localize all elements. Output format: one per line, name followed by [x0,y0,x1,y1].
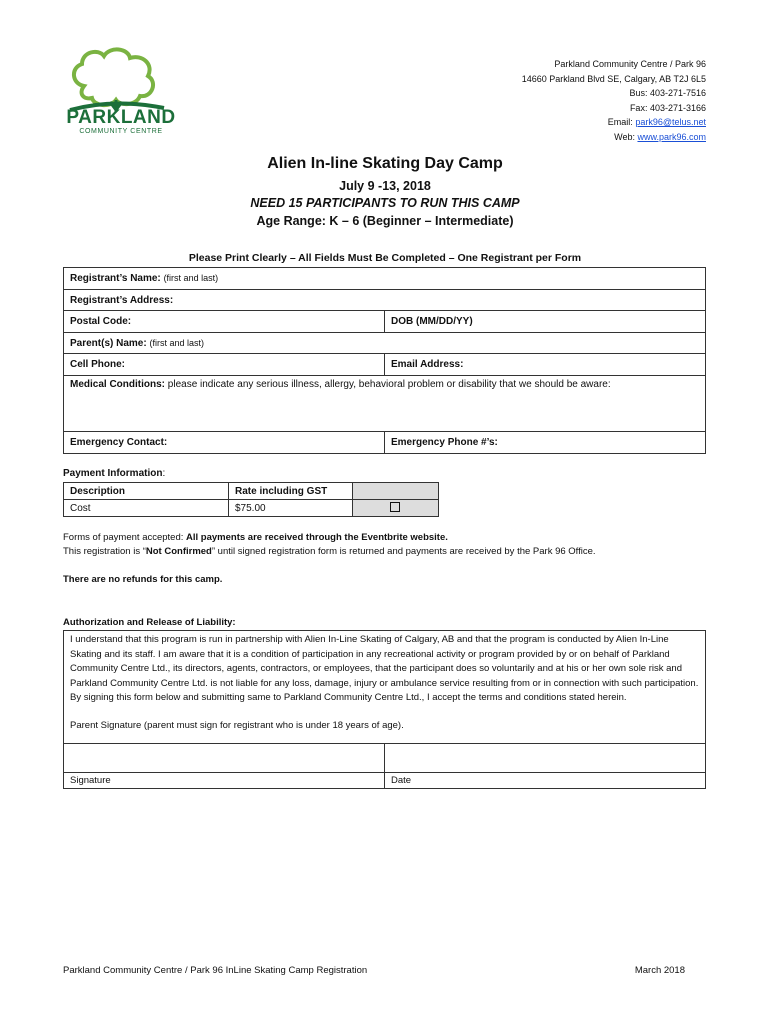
payment-title-text: Payment Information [63,468,163,479]
registrant-name-hint: (first and last) [163,273,219,283]
authorization-title: Authorization and Release of Liability: [63,617,236,628]
logo-name: PARKLAND [66,107,176,128]
email-address-field[interactable] [385,354,706,376]
logo-subtitle: COMMUNITY CENTRE [79,128,163,135]
payment-table [63,482,439,517]
emergency-phone-label: Emergency Phone #’s: [391,437,498,448]
date-field[interactable] [385,744,706,773]
payment-row-description: Cost [64,500,229,517]
payment-col-description: Description [64,483,229,500]
participants-notice: NEED 15 PARTICIPANTS TO RUN THIS CAMP [250,196,520,210]
payment-forms-note [63,532,448,543]
signature-field[interactable] [64,744,385,773]
payment-title-colon: : [162,468,166,479]
email-address-label: Email Address: [391,359,464,370]
contact-block [522,57,706,144]
dob-field[interactable] [385,311,706,333]
camp-title: Alien In-line Skating Day Camp [267,155,503,172]
parent-name-label: Parent(s) Name: [70,337,147,349]
registration-table [63,267,706,454]
registrant-name-label: Registrant’s Name: [70,273,161,284]
registrant-address-field[interactable] [64,290,706,311]
cell-phone-field[interactable] [64,354,385,376]
parent-name-field[interactable] [64,333,706,354]
payment-row-rate: $75.00 [229,500,353,517]
reg-note-prefix: This registration is “ [63,546,146,557]
parent-name-hint: (first and last) [149,337,204,348]
email-label: Email: [607,117,633,127]
contact-bus: Bus: 403-271-7516 [629,88,706,98]
age-range: Age Range: K – 6 (Beginner – Intermediate) [256,214,514,228]
contact-address: 14660 Parkland Blvd SE, Calgary, AB T2J 6L5 [521,73,706,84]
medical-conditions-label: Medical Conditions: [70,379,165,390]
signature-label: Signature [64,773,385,789]
signature-table [63,743,706,789]
emergency-contact-label: Emergency Contact: [70,437,168,448]
postal-code-label: Postal Code: [70,316,132,327]
cell-phone-label: Cell Phone: [70,359,126,370]
refund-note: There are no refunds for this camp. [63,574,223,585]
footer-date: March 2018 [634,965,685,976]
contact-fax: Fax: 403-271-3166 [629,102,706,113]
footer-title: Parkland Community Centre / Park 96 InLine Skating Camp Registration [63,965,368,976]
registrant-address-label: Registrant’s Address: [70,294,174,306]
emergency-contact-field[interactable] [64,432,385,454]
authorization-box [63,630,706,744]
payment-checkbox-cell [352,500,438,517]
registration-status-note [63,546,596,557]
payment-forms-bold: All payments are received through the Eventbrite website. [186,532,448,543]
payment-forms-prefix: Forms of payment accepted: [63,532,187,543]
web-link[interactable]: www.park96.com [637,131,706,142]
medical-conditions-field[interactable] [64,376,706,432]
signature-note: Parent Signature (parent must sign for registrant who is under 18 years of age). [70,719,404,731]
registrant-name-field[interactable] [64,268,706,290]
emergency-phone-field[interactable] [385,432,706,454]
medical-conditions-hint: please indicate any serious illness, allergy, behavioral problem or disability that we should be aware: [167,379,611,390]
payment-col-rate: Rate including GST [229,483,353,500]
logo-wordmark [66,108,176,135]
contact-email-line [522,115,706,130]
contact-web-line [522,130,706,145]
payment-information-title [63,468,165,479]
authorization-body: I understand that this program is run in partnership with Alien In-Line Skating of Calgary, AB and that the program is conducted by Alien In-Line Skating and its staff. I am aware that it is a condition of participation in any recreational activity or program provided by or on behalf of Parkland Community Centre Ltd., its directors, agents, contractors, or employees, that the participant does so voluntarily and at his or her own sole risk and Parkland Community Centre Ltd. is not liable for any loss, damage, injury or ambulance service resulting from or in connection with such participation. By signing this form below and submitting same to Parkland Community Centre Ltd., I accept the terms and conditions stated herein. [70,634,699,704]
postal-code-field[interactable] [64,311,385,333]
reg-note-suffix: ” until signed registration form is returned and payments are received by the Park 96 Office. [211,546,596,557]
date-label: Date [385,773,706,789]
camp-dates: July 9 -13, 2018 [339,179,431,193]
email-link[interactable]: park96@telus.net [635,117,706,127]
form-instructions: Please Print Clearly – All Fields Must Be Completed – One Registrant per Form [188,252,582,264]
reg-note-bold: Not Confirmed [145,546,212,557]
dob-label: DOB (MM/DD/YY) [391,316,473,327]
contact-org: Parkland Community Centre / Park 96 [554,59,706,69]
payment-checkbox[interactable] [390,502,400,512]
payment-col-blank [352,483,438,500]
web-label: Web: [614,131,635,142]
